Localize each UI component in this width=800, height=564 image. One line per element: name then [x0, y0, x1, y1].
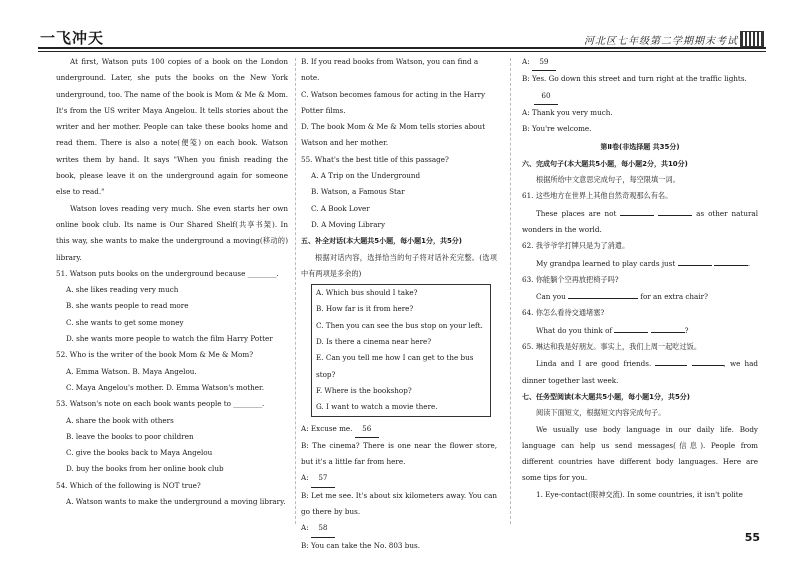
fill-blank[interactable]	[620, 205, 654, 216]
column-divider-2	[510, 58, 511, 524]
box-option-e: E. Can you tell me how I can get to the bus stop?	[316, 353, 474, 379]
column-1	[56, 54, 288, 510]
reading-tip-1: 1. Eye-contact(眼神交流). In some countries, it isn't polite	[536, 489, 743, 499]
option[interactable]: A. share the book with others	[66, 415, 174, 425]
item-62-cn: 62. 我爷爷学打牌只是为了消遣。	[522, 241, 630, 251]
dialogue-line: A: Excuse me. 56	[301, 421, 497, 438]
question-stem: 52. Who is the writer of the book Mom & Me & Mom?	[56, 350, 254, 360]
question-52	[56, 347, 288, 396]
item-63-cn: 63. 你能躺个空再放把椅子吗?	[522, 274, 619, 284]
answer-blank[interactable]: 56	[355, 421, 379, 438]
dialogue-line	[522, 88, 758, 105]
passage-paragraph-2: Watson loves reading very much. She even starts her own online book club. Its name is Our Shared Shelf(共享书架). In this way, she wants to make the underground a moving(移动的) library.	[56, 203, 288, 262]
fill-blank[interactable]	[692, 355, 724, 366]
dialogue-line: A: Thank you very much.	[522, 107, 613, 117]
box-option-b: B. How far is it from here?	[316, 304, 414, 314]
option[interactable]: B. Watson, a Famous Star	[311, 187, 405, 197]
section-5-instruction: 根据对话内容，选择恰当的句子将对话补充完整。(选项中有两项是多余的)	[301, 252, 497, 278]
option[interactable]: C. Watson becomes famous for acting in the Harry Potter films.	[301, 89, 486, 115]
item-65-en: Linda and I are good friends. , we had dinner together last week.	[522, 355, 758, 389]
header-badge	[740, 31, 764, 47]
option[interactable]: B. leave the books to poor children	[66, 431, 194, 441]
item-61-cn: 61. 这些地方在世界上其他自然奇观那么有名。	[522, 191, 673, 201]
question-stem: 51. Watson puts books on the underground because ________.	[56, 268, 279, 278]
item-64-cn: 64. 你怎么看待交通堵塞?	[522, 308, 605, 318]
question-53	[56, 396, 288, 477]
dialogue-line: B: Let me see. It's about six kilometers away. You can go there by bus.	[301, 490, 497, 517]
part-2-title: 第Ⅱ卷(非选择题 共35分)	[600, 143, 680, 152]
option[interactable]: B. she wants people to read more	[66, 301, 189, 311]
passage-paragraph-1: At first, Watson puts 100 copies of a book on the London underground. Later, she puts the books on the New York underground, too. The name of the book is Mom & Me & Mom. It's from the US writer Maya Angelou. It tells stories about the writer and her mother. People can take these books home and read them. There is also a note(便笺) on each book. Watson writes them by hand. It says "When you finish reading the book, please leave it on the underground again for someone else to read."	[56, 57, 288, 197]
option[interactable]: A. Emma Watson. B. Maya Angelou.	[66, 366, 197, 376]
item-64-en: What do you think of ?	[522, 322, 758, 339]
question-54	[56, 478, 288, 511]
answer-blank[interactable]: 58	[311, 520, 335, 537]
option[interactable]: C. Maya Angelou's mother. D. Emma Watson's mother.	[66, 382, 264, 392]
fill-blank[interactable]	[614, 322, 648, 333]
option[interactable]: B. If you read books from Watson, you can find a note.	[301, 57, 479, 83]
box-option-d: D. Is there a cinema near here?	[316, 337, 432, 347]
fill-blank[interactable]	[714, 255, 748, 266]
item-62-en: My grandpa learned to play cards just .	[522, 255, 758, 272]
option[interactable]: A. Watson wants to make the underground a moving library.	[66, 497, 286, 507]
dialogue-line: A: 57	[301, 470, 497, 487]
option[interactable]: C. give the books back to Maya Angelou	[66, 448, 213, 458]
page-number: 55	[744, 531, 760, 544]
fill-blank[interactable]	[568, 288, 638, 299]
column-3	[522, 54, 758, 503]
box-option-c: C. Then you can see the bus stop on your left.	[316, 320, 483, 330]
dialogue	[301, 421, 497, 554]
reading-paragraph: We usually use body language in our daily life. Body language can help us send messages(信息). People from different countries have different body languages. Here are some tips for you.	[522, 424, 758, 483]
dialogue-line: A: 58	[301, 520, 497, 537]
item-61-en: These places are not as other natural wonders in the world.	[522, 205, 758, 239]
dialogue-line: B: Yes. Go down this street and turn right at the traffic lights.	[522, 74, 747, 84]
question-stem: 55. What's the best title of this passage?	[301, 154, 449, 164]
section-7-instruction: 阅读下面短文，根据短文内容完成句子。	[536, 408, 666, 418]
option[interactable]: C. she wants to get some money	[66, 317, 184, 327]
item-63-en: Can you for an extra chair?	[522, 288, 758, 305]
section-6-instruction: 根据所给中文意思完成句子，每空限填一词。	[536, 175, 680, 185]
question-55	[301, 152, 497, 233]
box-option-g: G. I want to watch a movie there.	[316, 402, 438, 412]
column-2	[301, 54, 497, 554]
column-divider-1	[295, 58, 296, 524]
header-title: 河北区七年级第二学期期末考试	[584, 36, 738, 47]
dialogue-line: B: You can take the No. 803 bus.	[301, 540, 420, 550]
dialogue-line: B: You're welcome.	[522, 124, 592, 134]
option[interactable]: C. A Book Lover	[311, 203, 370, 213]
header-rule	[38, 47, 766, 49]
dialogue-line: A: 59	[522, 54, 758, 71]
section-5-title: 五、补全对话(本大题共5小题，每小题1分，共5分)	[301, 237, 463, 246]
question-stem: 53. Watson's note on each book wants people to ________.	[56, 399, 265, 409]
answer-blank[interactable]: 57	[311, 470, 335, 487]
option[interactable]: A. she likes reading very much	[66, 285, 179, 295]
option[interactable]: D. The book Mom & Me & Mom tells stories about Watson and her mother.	[301, 122, 486, 148]
question-stem: 54. Which of the following is NOT true?	[56, 480, 201, 490]
box-option-f: F. Where is the bookshop?	[316, 385, 412, 395]
answer-blank[interactable]: 59	[532, 54, 556, 71]
option[interactable]: D. she wants more people to watch the film Harry Potter	[66, 334, 273, 344]
header-rule-thin	[38, 51, 766, 52]
fill-blank[interactable]	[678, 255, 712, 266]
answer-blank[interactable]: 60	[534, 88, 558, 105]
section-6-title: 六、完成句子(本大题共5小题，每小题2分，共10分)	[522, 159, 688, 168]
header-brand: 一飞冲天	[40, 29, 105, 47]
option[interactable]: A. A Trip on the Underground	[311, 171, 421, 181]
question-51	[56, 266, 288, 347]
option[interactable]: D. A Moving Library	[311, 219, 386, 229]
fill-blank[interactable]	[651, 322, 685, 333]
box-option-a: A. Which bus should I take?	[316, 288, 418, 298]
option[interactable]: D. buy the books from her online book club	[66, 464, 224, 474]
item-65-cn: 65. 琳达和我是好朋友。事实上，我们上周一起吃过饭。	[522, 342, 702, 352]
section-7-title: 七、任务型阅读(本大题共5小题，每小题1分，共5分)	[522, 392, 691, 401]
dialogue-options-box	[311, 284, 491, 416]
fill-blank[interactable]	[658, 205, 692, 216]
fill-blank[interactable]	[655, 355, 687, 366]
dialogue-line: B: The cinema? There is one near the flower store, but it's a little far from here.	[301, 440, 497, 467]
